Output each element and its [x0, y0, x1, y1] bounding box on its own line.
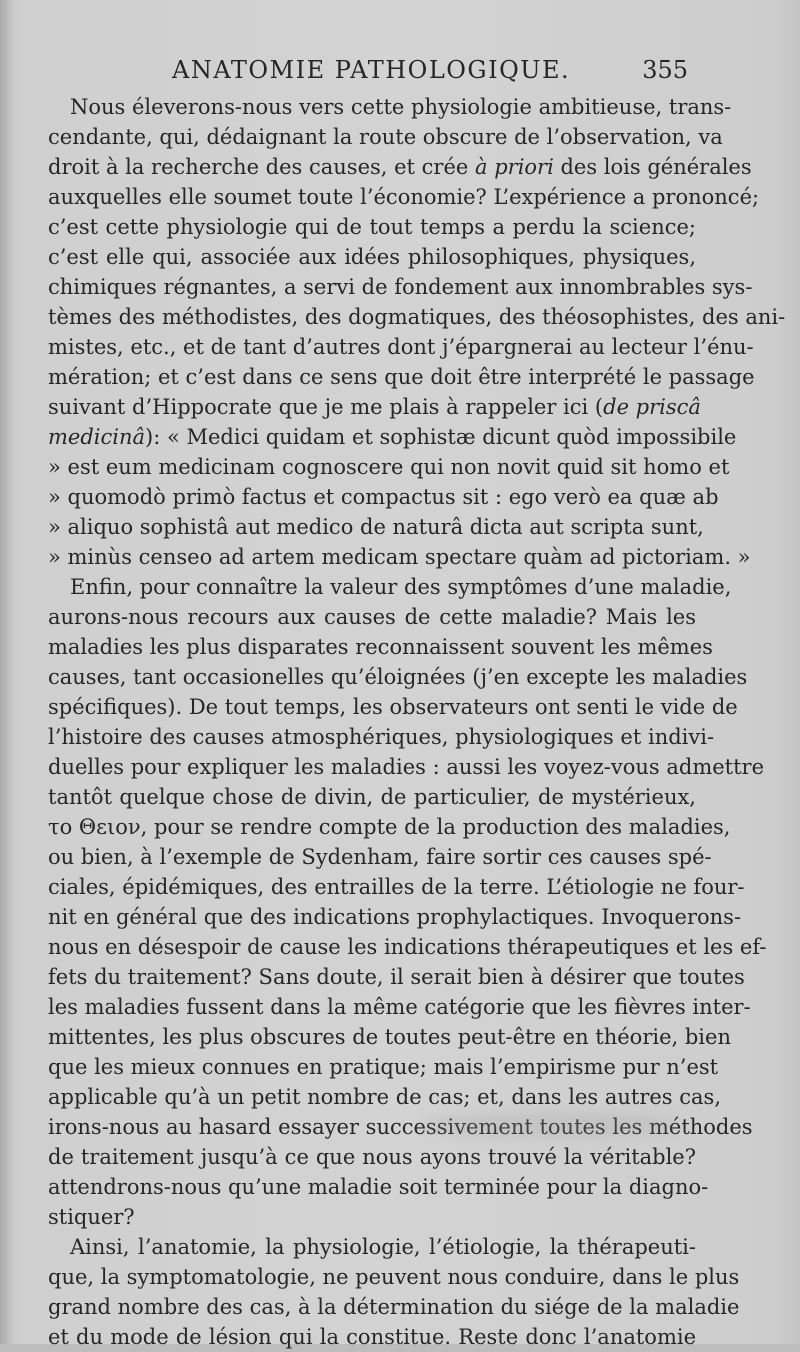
text-line: stiquer?	[48, 1205, 135, 1229]
text-line: maladies les plus disparates reconnaissent souvent les mêmes	[48, 635, 713, 659]
text-line: l’histoire des causes atmosphériques, physiologiques et indivi-	[48, 725, 715, 749]
text-line: applicable qu’à un petit nombre de cas; et, dans les autres cas,	[48, 1085, 721, 1109]
text-line: fets du traitement? Sans doute, il serait bien à désirer que toutes	[48, 965, 745, 989]
text-line: duelles pour expliquer les maladies : aussi les voyez-vous admettre	[48, 755, 765, 779]
page-edge-shadow	[0, 0, 14, 1344]
text-line: causes, tant occasionelles qu’éloignées (j’en excepte les maladies	[48, 665, 748, 689]
text-line: c’est cette physiologie qui de tout temps a perdu la science;	[48, 215, 696, 239]
text-line: tèmes des méthodistes, des dogmatiques, des théosophistes, des ani-	[48, 305, 786, 329]
text-fragment: suivant d’Hippocrate que je me plais à rappeler ici (	[48, 395, 604, 419]
text-line: ciales, épidémiques, des entrailles de la terre. L’étiologie ne four-	[48, 875, 745, 899]
text-line: » minùs censeo ad artem medicam spectare quàm ad pictoriam. »	[48, 545, 751, 569]
text-line: tantôt quelque chose de divin, de particulier, de mystérieux,	[48, 785, 696, 809]
text-line: mération; et c’est dans ce sens que doit être interprété le passage	[48, 365, 755, 389]
bleed-through-smudge	[420, 1112, 680, 1138]
text-line: et du mode de lésion qui la constitue. Reste donc l’anatomie	[48, 1325, 696, 1349]
text-line: nous en désespoir de cause les indications thérapeutiques et les ef-	[48, 935, 767, 959]
text-fragment: des lois générales	[553, 155, 752, 179]
text-line: mistes, etc., et de tant d’autres dont j’épargnerai au lecteur l’énu-	[48, 335, 754, 359]
text-line: Enfin, pour connaître la valeur des symptômes d’une maladie,	[70, 575, 732, 599]
text-line	[48, 422, 737, 452]
text-line: cendante, qui, dédaignant la route obscure de l’observation, va	[48, 125, 723, 149]
text-line: το Θειον, pour se rendre compte de la production des maladies,	[48, 815, 731, 839]
text-line: Nous éleverons-nous vers cette physiologie ambitieuse, trans-	[70, 95, 732, 119]
text-line: grand nombre des cas, à la détermination du siége de la maladie	[48, 1295, 740, 1319]
text-fragment: droit à la recherche des causes, et crée	[48, 155, 469, 179]
text-line: attendrons-nous qu’une maladie soit terminée pour la diagno-	[48, 1175, 709, 1199]
text-line: irons-nous au hasard essayer successivement toutes les méthodes	[48, 1115, 753, 1139]
text-line: que les mieux connues en pratique; mais l’empirisme pur n’est	[48, 1055, 719, 1079]
text-fragment: ): « Medici quidam et sophistæ dicunt quòd impossibile	[145, 425, 737, 449]
text-line: nit en général que des indications prophylactiques. Invoquerons-	[48, 905, 742, 929]
italic-phrase: à priori	[475, 155, 554, 179]
text-line: chimiques régnantes, a servi de fondement aux innombrables sys-	[48, 275, 753, 299]
text-line	[48, 152, 752, 182]
text-line: » aliquo sophistâ aut medico de naturâ dicta aut scripta sunt,	[48, 515, 704, 539]
text-line: mittentes, les plus obscures de toutes peut-être en théorie, bien	[48, 1025, 731, 1049]
italic-phrase: medicinâ	[48, 425, 146, 449]
text-line: auxquelles elle soumet toute l’économie? L’expérience a prononcé;	[48, 185, 760, 209]
text-line: de traitement jusqu’à ce que nous ayons trouvé la véritable?	[48, 1145, 696, 1169]
running-title: ANATOMIE PATHOLOGIQUE.	[172, 56, 571, 84]
italic-phrase: de priscâ	[603, 395, 701, 419]
text-line: » est eum medicinam cognoscere qui non novit quid sit homo et	[48, 455, 730, 479]
text-line: Ainsi, l’anatomie, la physiologie, l’étiologie, la thérapeuti-	[70, 1235, 696, 1259]
running-head	[172, 56, 692, 96]
page-number: 355	[642, 56, 688, 84]
text-line: aurons-nous recours aux causes de cette maladie? Mais les	[48, 605, 696, 629]
text-line: que, la symptomatologie, ne peuvent nous conduire, dans le plus	[48, 1265, 740, 1289]
text-line: les maladies fussent dans la même catégorie que les fièvres inter-	[48, 995, 751, 1019]
text-line: spécifiques). De tout temps, les observateurs ont senti le vide de	[48, 695, 738, 719]
text-line	[48, 392, 701, 422]
text-line: ou bien, à l’exemple de Sydenham, faire sortir ces causes spé-	[48, 845, 712, 869]
text-line: » quomodò primò factus et compactus sit : ego verò ea quæ ab	[48, 485, 719, 509]
text-line: c’est elle qui, associée aux idées philosophiques, physiques,	[48, 245, 696, 269]
body-text	[48, 92, 786, 1352]
